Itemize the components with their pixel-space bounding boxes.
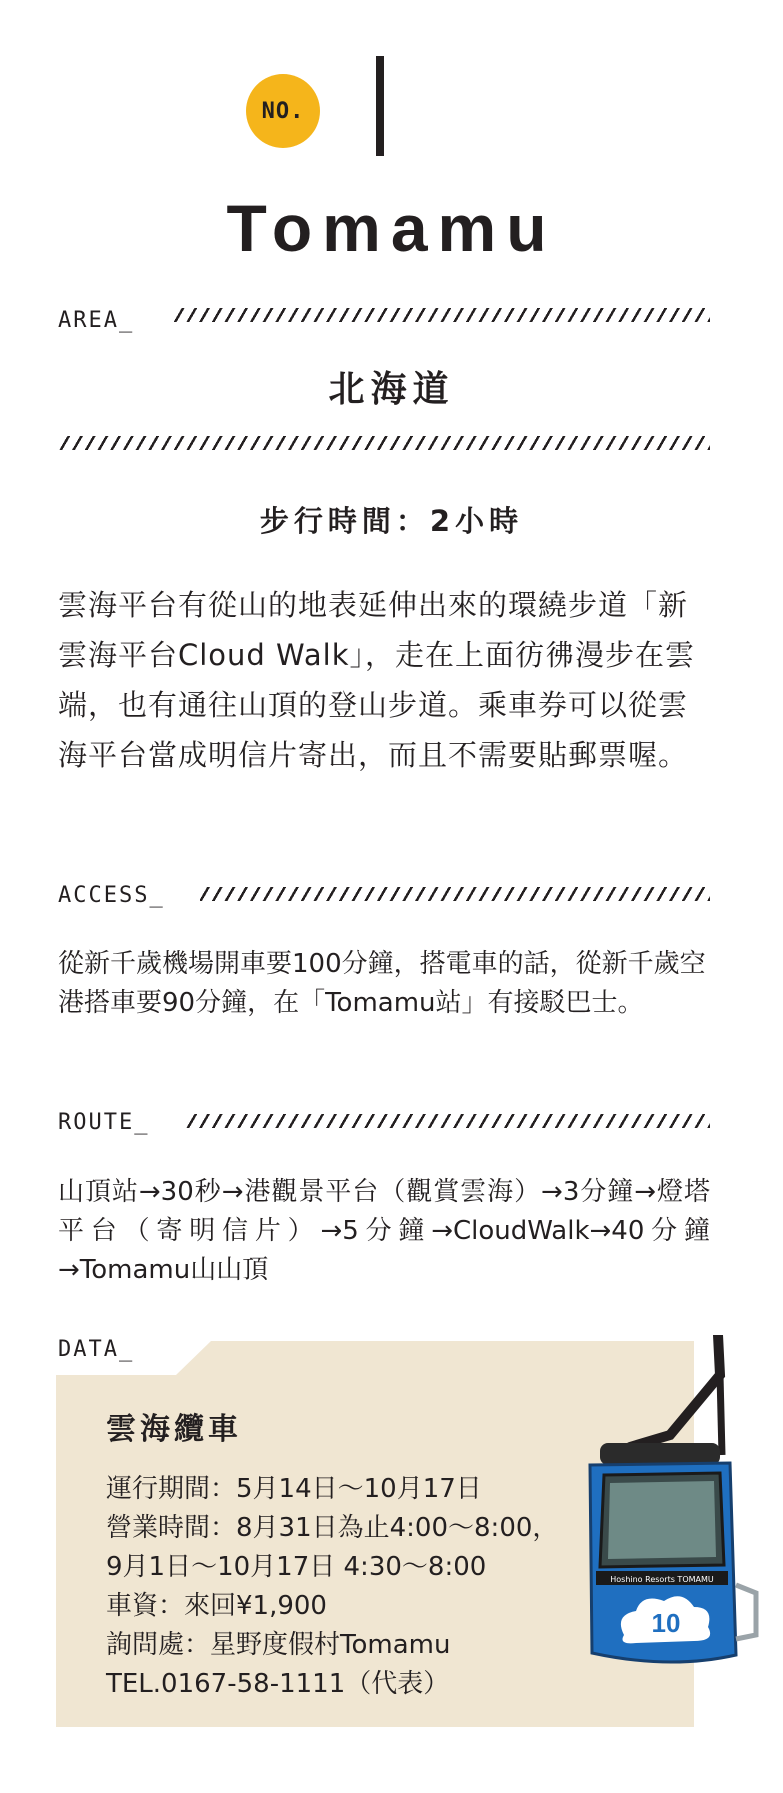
data-title: 雲海纜車	[106, 1412, 242, 1447]
access-text: 從新千歲機場開車要100分鐘，搭電車的話，從新千歲空港搭車要90分鐘，在「Tomamu站」有接駁巴士。	[58, 949, 706, 1018]
data-info-list	[106, 1470, 606, 1704]
gondola-sign: Hoshino Resorts TOMAMU	[610, 1575, 714, 1584]
list-item: 9月1日～10月17日 4:30～8:00	[106, 1552, 487, 1582]
gondola-number: 10	[651, 1608, 681, 1638]
walk-time: 步行時間：2小時	[259, 504, 524, 538]
page-title: Tomamu	[226, 191, 557, 265]
list-item: 車資：來回¥1,900	[106, 1591, 327, 1621]
area-name: 北海道	[328, 369, 455, 410]
gondola-illustration	[570, 1335, 770, 1685]
list-item: TEL.0167-58-1111（代表）	[106, 1669, 450, 1699]
route-text: 山頂站→30秒→港觀景平台（觀賞雲海）→3分鐘→燈塔平台（寄明信片）→5分鐘→CloudWalk→40分鐘→Tomamu山山頂	[58, 1177, 710, 1285]
list-item: 運行期間：5月14日～10月17日	[106, 1474, 482, 1504]
description-text: 雲海平台有從山的地表延伸出來的環繞步道「新雲海平台Cloud Walk」，走在上面彷彿漫步在雲端，也有通往山頂的登山步道。乘車券可以從雲海平台當成明信片寄出，而且不需要貼郵票喔。	[58, 588, 695, 772]
list-item: 營業時間：8月31日為止4:00～8:00，	[106, 1513, 559, 1543]
number-badge: NO.	[246, 74, 320, 148]
access-hatch-divider	[200, 887, 710, 901]
area-hatch-divider	[172, 308, 710, 322]
route-hatch-divider	[186, 1114, 710, 1128]
data-label: DATA_	[58, 1337, 135, 1362]
route-label: ROUTE_	[58, 1110, 150, 1135]
area-bottom-hatch-divider	[58, 436, 710, 450]
access-label: ACCESS_	[58, 883, 165, 908]
area-label: AREA_	[58, 308, 135, 333]
vertical-divider	[376, 56, 384, 156]
list-item: 詢問處：星野度假村Tomamu	[106, 1630, 451, 1660]
